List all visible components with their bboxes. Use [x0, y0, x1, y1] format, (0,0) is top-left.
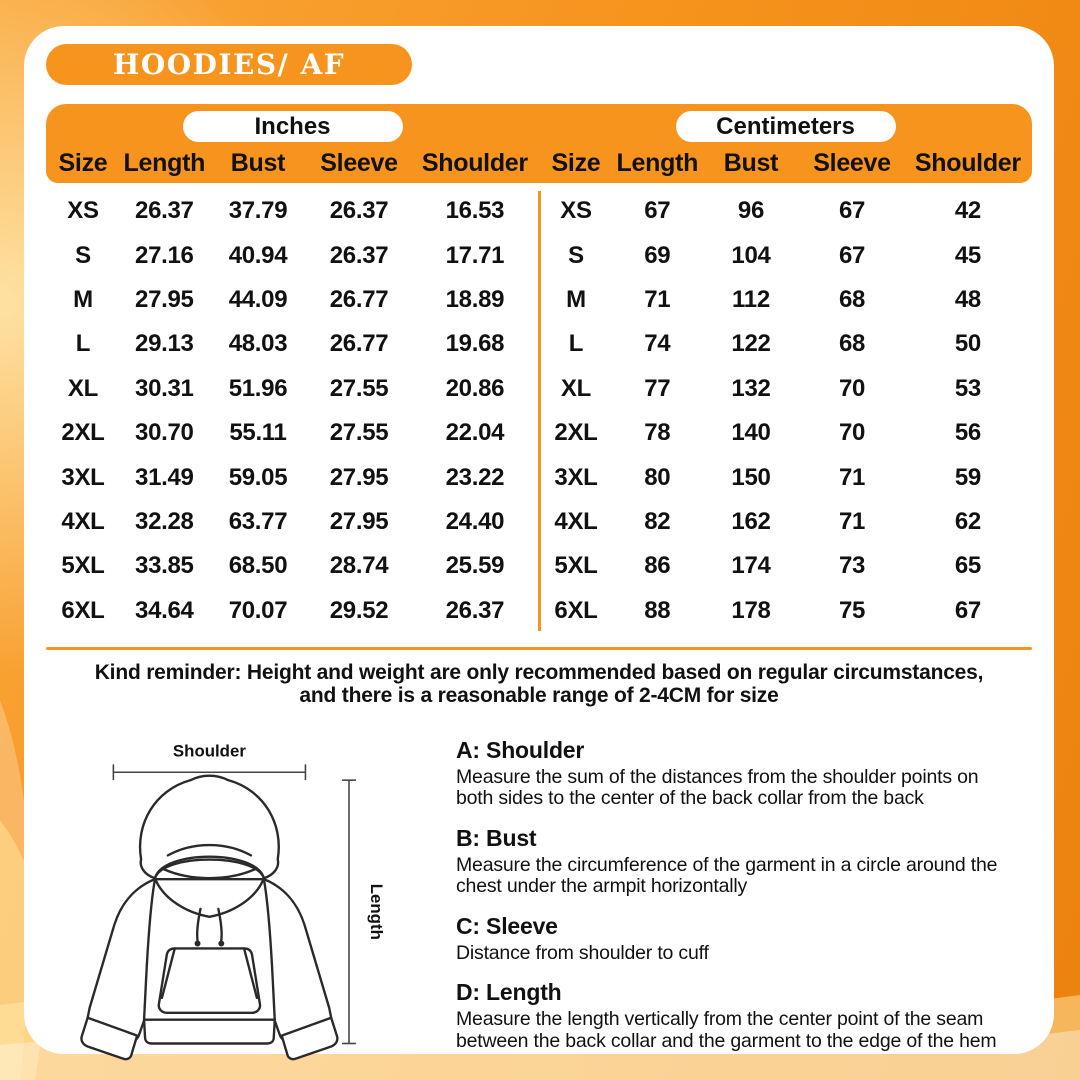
reminder-line-1: Kind reminder: Height and weight are only recommended based on regular circumstances, — [94, 660, 984, 684]
table-cell: 70 — [838, 419, 866, 447]
column-header-shoulder: Shoulder — [421, 148, 528, 177]
table-cell: 26.37 — [329, 197, 389, 225]
table-cell: 174 — [731, 552, 771, 580]
table-cell: 29.13 — [135, 330, 194, 358]
table-row — [46, 544, 539, 588]
instruction-heading: D: Length — [456, 979, 562, 1006]
page-title: HOODIES/ AF — [112, 48, 346, 81]
table-cell: 65 — [954, 552, 981, 580]
table-cell: 59.05 — [228, 463, 288, 491]
table-cell: 27.55 — [329, 374, 389, 402]
column-header-sleeve: Sleeve — [813, 148, 891, 177]
table-cell: 33.85 — [135, 552, 194, 580]
instruction-body: Measure the sum of the distances from the shoulder points on both sides to the center of the back collar from the back — [456, 765, 979, 810]
instruction-heading: A: Shoulder — [456, 736, 585, 763]
table-row — [46, 189, 539, 233]
reminder-line-2: and there is a reasonable range of 2-4CM for size — [299, 683, 779, 707]
column-header-bust: Bust — [230, 148, 286, 177]
table-cell: XS — [560, 197, 592, 225]
table-cell: 45 — [954, 241, 981, 269]
table-cell: 150 — [731, 463, 771, 491]
table-cell: L — [75, 330, 91, 358]
hoodie-drawing — [81, 776, 337, 1059]
table-cell: 27.55 — [329, 419, 389, 447]
length-measure-line — [342, 780, 386, 1043]
table-cell: 5XL — [554, 552, 598, 580]
column-header-bust: Bust — [723, 148, 779, 177]
table-cell: 30.70 — [135, 419, 194, 447]
table-cell: 16.53 — [445, 197, 505, 225]
table-row — [539, 189, 1032, 233]
length-label: Length — [366, 883, 386, 940]
hoodie-hood — [140, 776, 279, 878]
instruction-body: Measure the circumference of the garment in a circle around the chest under the armpit horizontally — [456, 853, 998, 898]
table-cell: 68 — [838, 330, 866, 358]
table-cell: 27.95 — [329, 463, 389, 491]
table-cell: L — [568, 330, 584, 358]
table-cell: 27.16 — [135, 241, 194, 269]
column-header-length: Length — [123, 148, 206, 177]
table-cell: 67 — [838, 241, 866, 269]
hoodie-drawstring-left-tip — [195, 940, 201, 946]
table-cell: 48.03 — [228, 330, 288, 358]
table-row — [46, 322, 539, 366]
table-cell: 2XL — [554, 419, 598, 447]
table-cell: 88 — [644, 596, 671, 624]
table-cell: 6XL — [61, 596, 105, 624]
table-cell: 26.77 — [329, 285, 389, 313]
table-cell: 4XL — [61, 507, 105, 535]
table-cell: 31.49 — [135, 463, 194, 491]
table-cell: 67 — [838, 197, 866, 225]
hoodie-pocket — [159, 948, 260, 1012]
table-cell: 178 — [731, 596, 771, 624]
instruction-length — [456, 979, 1026, 1052]
table-cell: 25.59 — [445, 552, 505, 580]
table-cell: 80 — [644, 463, 671, 491]
table-cell: M — [73, 285, 93, 313]
table-cell: 67 — [954, 596, 981, 624]
column-header-length: Length — [616, 148, 699, 177]
table-cell: 53 — [954, 374, 981, 402]
table-row — [46, 589, 539, 633]
instruction-heading: C: Sleeve — [456, 912, 558, 939]
table-cell: 70 — [838, 374, 866, 402]
table-row — [539, 367, 1032, 411]
column-header-size: Size — [551, 148, 601, 177]
table-cell: 2XL — [61, 419, 105, 447]
instruction-body: Distance from shoulder to cuff — [456, 941, 709, 964]
table-cell: 68 — [838, 285, 866, 313]
table-row — [539, 544, 1032, 588]
table-cell: M — [566, 285, 586, 313]
table-cell: XS — [67, 197, 99, 225]
table-cell: 62 — [954, 507, 981, 535]
kind-reminder — [46, 661, 1032, 707]
table-cell: 48 — [954, 285, 981, 313]
centimeters-column-headers — [539, 143, 1032, 183]
table-row — [539, 278, 1032, 322]
table-row — [46, 278, 539, 322]
table-row — [539, 500, 1032, 544]
hoodie-drawstring-right-tip — [218, 940, 224, 946]
column-header-sleeve: Sleeve — [320, 148, 398, 177]
table-cell: 22.04 — [445, 419, 505, 447]
table-cell: 73 — [838, 552, 866, 580]
table-cell: 75 — [838, 596, 866, 624]
table-cell: 82 — [644, 507, 671, 535]
table-cell: 74 — [644, 330, 671, 358]
table-cell: 104 — [731, 241, 771, 269]
table-cell: S — [568, 241, 584, 269]
instruction-bust — [456, 825, 1026, 898]
hoodie-hood-crease — [164, 869, 255, 878]
table-cell: 37.79 — [228, 197, 288, 225]
table-cell: 23.22 — [445, 463, 505, 491]
table-cell: 4XL — [554, 507, 598, 535]
separator-rule — [46, 647, 1032, 650]
size-tables — [46, 189, 1032, 633]
table-cell: 132 — [731, 374, 771, 402]
table-cell: 29.52 — [329, 596, 389, 624]
instruction-body: Measure the length vertically from the center point of the seam between the back collar and the garment to the edge of the hem — [456, 1008, 997, 1052]
hoodie-diagram-area — [46, 725, 448, 1068]
table-cell: 24.40 — [445, 507, 505, 535]
table-cell: 96 — [737, 197, 765, 225]
instruction-heading: B: Bust — [456, 824, 537, 851]
table-cell: 56 — [954, 419, 981, 447]
centimeters-table — [539, 189, 1032, 633]
table-cell: 67 — [644, 197, 671, 225]
inches-table — [46, 189, 539, 633]
table-cell: 140 — [731, 419, 771, 447]
instruction-shoulder — [456, 737, 1026, 810]
table-cell: 77 — [644, 374, 671, 402]
table-cell: 40.94 — [228, 241, 288, 269]
column-header-size: Size — [58, 148, 108, 177]
table-cell: 26.37 — [329, 241, 389, 269]
table-cell: 69 — [644, 241, 671, 269]
centimeters-unit-pill: Centimeters — [676, 111, 896, 142]
table-cell: 112 — [732, 285, 770, 313]
table-cell: 19.68 — [445, 330, 505, 358]
table-cell: 59 — [954, 463, 981, 491]
table-cell: 3XL — [554, 463, 598, 491]
table-cell: 44.09 — [228, 285, 288, 313]
table-cell: 28.74 — [329, 552, 389, 580]
table-cell: 27.95 — [329, 507, 389, 535]
table-cell: XL — [560, 374, 591, 402]
centimeters-header — [539, 104, 1032, 183]
table-cell: 71 — [838, 463, 866, 491]
table-cell: 71 — [838, 507, 866, 535]
table-cell: 42 — [954, 197, 981, 225]
table-row — [539, 589, 1032, 633]
table-cell: 63.77 — [228, 507, 288, 535]
table-cell: 26.77 — [329, 330, 389, 358]
table-cell: 55.11 — [229, 419, 287, 447]
size-chart-card — [24, 26, 1054, 1054]
table-cell: 20.86 — [445, 374, 505, 402]
table-header-band — [46, 104, 1032, 183]
table-cell: 27.95 — [135, 285, 194, 313]
table-cell: 32.28 — [135, 507, 194, 535]
table-cell: 26.37 — [135, 197, 194, 225]
table-cell: 86 — [644, 552, 671, 580]
table-row — [539, 455, 1032, 499]
table-cell: 26.37 — [445, 596, 505, 624]
table-cell: 18.89 — [445, 285, 505, 313]
table-cell: 162 — [731, 507, 771, 535]
table-cell: 50 — [954, 330, 981, 358]
title-pill — [46, 44, 412, 85]
hoodie-hem — [144, 1020, 275, 1044]
table-row — [46, 455, 539, 499]
table-row — [46, 500, 539, 544]
shoulder-measure-line — [113, 741, 305, 780]
table-row — [46, 233, 539, 277]
table-cell: 71 — [644, 285, 671, 313]
table-cell: 51.96 — [228, 374, 288, 402]
table-row — [539, 411, 1032, 455]
table-cell: 34.64 — [135, 596, 194, 624]
inches-header — [46, 104, 539, 183]
hoodie-diagram — [52, 729, 448, 1061]
measurement-instructions — [448, 725, 1032, 1068]
table-cell: 30.31 — [135, 374, 194, 402]
inches-unit-pill: Inches — [183, 111, 403, 142]
shoulder-label: Shoulder — [172, 741, 246, 761]
table-cell: 122 — [731, 330, 771, 358]
table-cell: 3XL — [61, 463, 105, 491]
table-cell: S — [75, 241, 91, 269]
table-row — [539, 322, 1032, 366]
table-cell: 5XL — [61, 552, 105, 580]
table-divider — [538, 191, 541, 631]
column-header-shoulder: Shoulder — [914, 148, 1021, 177]
table-row — [46, 411, 539, 455]
inches-column-headers — [46, 143, 539, 183]
table-cell: 70.07 — [228, 596, 288, 624]
table-cell: 6XL — [554, 596, 598, 624]
table-row — [539, 233, 1032, 277]
table-cell: 68.50 — [228, 552, 288, 580]
table-cell: XL — [67, 374, 98, 402]
table-cell: 17.71 — [445, 241, 505, 269]
table-row — [46, 367, 539, 411]
instruction-sleeve — [456, 913, 1026, 965]
table-cell: 78 — [644, 419, 671, 447]
